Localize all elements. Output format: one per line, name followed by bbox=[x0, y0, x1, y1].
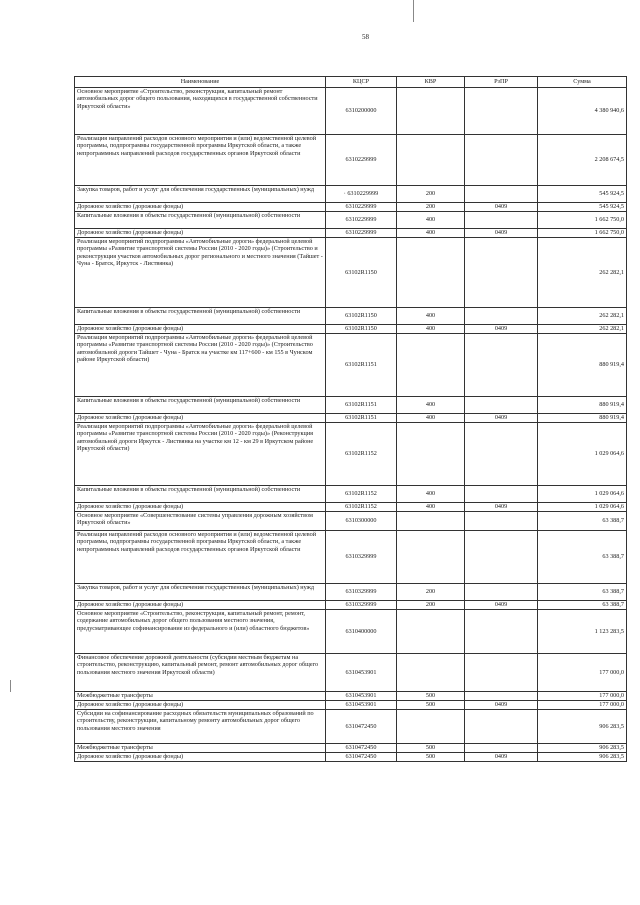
table-row bbox=[75, 512, 627, 531]
cell-kcsr: 6310400000 bbox=[326, 610, 397, 654]
cell-rzpr bbox=[465, 334, 538, 397]
cell-name: Основное мероприятие «Строительство, реконструкция, капитальный ремонт, ремонт, содержание автомобильных дорог общего пользования местного значения, предусматривающее софинансирование из федерального и (или) областного бюджетов» bbox=[75, 610, 326, 654]
cell-kcsr: 6310329999 bbox=[326, 601, 397, 610]
cell-kcsr: 6310329999 bbox=[326, 531, 397, 584]
cell-kvr: 400 bbox=[397, 229, 465, 238]
table-row bbox=[75, 654, 627, 692]
cell-sum: 177 000,0 bbox=[538, 701, 627, 710]
cell-rzpr bbox=[465, 423, 538, 486]
table-row bbox=[75, 203, 627, 212]
cell-kvr: 500 bbox=[397, 701, 465, 710]
cell-kcsr: 63102R1150 bbox=[326, 308, 397, 325]
cell-name: Основное мероприятие «Строительство, реконструкция, капитальный ремонт автомобильных дорог общего пользования, находящихся в государственной собственности Иркутской области» bbox=[75, 88, 326, 135]
cell-kvr bbox=[397, 710, 465, 744]
cell-name: Капитальные вложения в объекты государственной (муниципальной) собственности bbox=[75, 486, 326, 503]
cell-sum: 262 282,1 bbox=[538, 325, 627, 334]
header-name: Наименование bbox=[75, 77, 326, 88]
cell-sum: 2 208 674,5 bbox=[538, 135, 627, 186]
cell-rzpr: 0409 bbox=[465, 701, 538, 710]
cell-kcsr: 6310229999 bbox=[326, 135, 397, 186]
cell-sum: 177 000,0 bbox=[538, 654, 627, 692]
cell-kcsr: 6310329999 bbox=[326, 584, 397, 601]
cell-kvr bbox=[397, 654, 465, 692]
cell-kcsr: 63102R1151 bbox=[326, 397, 397, 414]
cell-kcsr: 6310453901 bbox=[326, 701, 397, 710]
cell-kvr bbox=[397, 135, 465, 186]
cell-kcsr: 6310200000 bbox=[326, 88, 397, 135]
cell-kcsr: · 6310229999 bbox=[326, 186, 397, 203]
cell-rzpr bbox=[465, 512, 538, 531]
cell-kvr: 400 bbox=[397, 414, 465, 423]
cell-name: Реализация мероприятий подпрограммы «Автомобильные дороги» федеральной целевой программы «Развитие транспортной системы России (2010 - 2020 годы)» (Строительство автомобильной дороги Тайшет - Чуна - Братск на участке км 117+600 - км 155 в Чунском районе Иркутской области) bbox=[75, 334, 326, 397]
margin-mark bbox=[10, 680, 11, 692]
cell-kcsr: 6310472450 bbox=[326, 753, 397, 762]
cell-name: Субсидии на софинансирование расходных обязательств муниципальных образований по строительству, реконструкции, капитальному ремонту автомобильных дорог общего пользования местного значения bbox=[75, 710, 326, 744]
cell-sum: 262 282,1 bbox=[538, 238, 627, 308]
cell-kvr: 500 bbox=[397, 692, 465, 701]
cell-rzpr bbox=[465, 692, 538, 701]
table-row bbox=[75, 531, 627, 584]
cell-sum: 545 924,5 bbox=[538, 186, 627, 203]
cell-kvr: 400 bbox=[397, 486, 465, 503]
table-row bbox=[75, 229, 627, 238]
cell-kvr bbox=[397, 334, 465, 397]
table-row bbox=[75, 334, 627, 397]
cell-kvr: 200 bbox=[397, 584, 465, 601]
cell-sum: 880 919,4 bbox=[538, 397, 627, 414]
cell-kvr bbox=[397, 512, 465, 531]
table-row bbox=[75, 701, 627, 710]
cell-kcsr: 63102R1152 bbox=[326, 503, 397, 512]
cell-rzpr: 0409 bbox=[465, 503, 538, 512]
cell-kvr bbox=[397, 88, 465, 135]
cell-rzpr bbox=[465, 486, 538, 503]
margin-mark bbox=[413, 0, 414, 22]
budget-table bbox=[74, 76, 627, 762]
cell-name: Закупка товаров, работ и услуг для обеспечения государственных (муниципальных) нужд bbox=[75, 186, 326, 203]
cell-sum: 1 123 283,5 bbox=[538, 610, 627, 654]
table-row bbox=[75, 486, 627, 503]
header-kcsr: КЦСР bbox=[326, 77, 397, 88]
header-rzpr: РзПР bbox=[465, 77, 538, 88]
cell-sum: 63 388,7 bbox=[538, 512, 627, 531]
cell-sum: 262 282,1 bbox=[538, 308, 627, 325]
cell-kvr bbox=[397, 423, 465, 486]
cell-sum: 1 029 064,6 bbox=[538, 486, 627, 503]
table-row bbox=[75, 325, 627, 334]
page-number: 58 bbox=[362, 33, 369, 41]
cell-kcsr: 6310229999 bbox=[326, 229, 397, 238]
cell-sum: 63 388,7 bbox=[538, 601, 627, 610]
table-row bbox=[75, 397, 627, 414]
cell-kcsr: 6310229999 bbox=[326, 203, 397, 212]
table-header-row bbox=[75, 77, 627, 88]
cell-name: Финансовое обеспечение дорожной деятельности (субсидии местным бюджетам на строительство, реконструкцию, капитальный ремонт, ремонт автомобильных дорог общего пользования местного значения Иркутской области) bbox=[75, 654, 326, 692]
cell-name: Реализация направлений расходов основного мероприятия и (или) ведомственной целевой программы, подпрограммы государственной программы Иркутской области, а также непрограммных направлений расходов государственных органов Иркутской области bbox=[75, 531, 326, 584]
cell-name: Дорожное хозяйство (дорожные фонды) bbox=[75, 203, 326, 212]
cell-kcsr: 6310229999 bbox=[326, 212, 397, 229]
cell-sum: 63 388,7 bbox=[538, 584, 627, 601]
cell-rzpr bbox=[465, 238, 538, 308]
cell-sum: 1 662 750,0 bbox=[538, 212, 627, 229]
cell-rzpr bbox=[465, 610, 538, 654]
cell-rzpr bbox=[465, 710, 538, 744]
cell-rzpr bbox=[465, 308, 538, 325]
cell-name: Дорожное хозяйство (дорожные фонды) bbox=[75, 701, 326, 710]
cell-name: Межбюджетные трансферты bbox=[75, 692, 326, 701]
cell-rzpr bbox=[465, 531, 538, 584]
cell-sum: 1 662 750,0 bbox=[538, 229, 627, 238]
table-row bbox=[75, 753, 627, 762]
cell-kvr: 400 bbox=[397, 325, 465, 334]
cell-name: Дорожное хозяйство (дорожные фонды) bbox=[75, 229, 326, 238]
cell-sum: 906 283,5 bbox=[538, 710, 627, 744]
header-kvr: КВР bbox=[397, 77, 465, 88]
table-row bbox=[75, 88, 627, 135]
cell-name: Капитальные вложения в объекты государственной (муниципальной) собственности bbox=[75, 308, 326, 325]
cell-rzpr bbox=[465, 654, 538, 692]
cell-kvr: 200 bbox=[397, 601, 465, 610]
cell-kcsr: 6310472450 bbox=[326, 710, 397, 744]
cell-name: Реализация мероприятий подпрограммы «Автомобильные дороги» федеральной целевой программы «Развитие транспортной системы России (2010 - 2020 годы)» (Реконструкция автомобильной дороги Иркутск - Листвянка на участке км 12 - км 29 в Иркутском районе Иркутской области) bbox=[75, 423, 326, 486]
cell-name: Дорожное хозяйство (дорожные фонды) bbox=[75, 503, 326, 512]
cell-sum: 1 029 064,6 bbox=[538, 503, 627, 512]
cell-name: Капитальные вложения в объекты государственной (муниципальной) собственности bbox=[75, 397, 326, 414]
cell-name: Закупка товаров, работ и услуг для обеспечения государственных (муниципальных) нужд bbox=[75, 584, 326, 601]
cell-sum: 880 919,4 bbox=[538, 414, 627, 423]
table-row bbox=[75, 308, 627, 325]
cell-rzpr: 0409 bbox=[465, 203, 538, 212]
cell-kcsr: 63102R1150 bbox=[326, 238, 397, 308]
table-row bbox=[75, 610, 627, 654]
table-row bbox=[75, 503, 627, 512]
cell-rzpr: 0409 bbox=[465, 601, 538, 610]
cell-name: Дорожное хозяйство (дорожные фонды) bbox=[75, 601, 326, 610]
cell-kvr: 400 bbox=[397, 397, 465, 414]
cell-name: Основное мероприятие «Совершенствование системы управления дорожным хозяйством Иркутской области» bbox=[75, 512, 326, 531]
cell-kvr: 400 bbox=[397, 212, 465, 229]
cell-rzpr bbox=[465, 88, 538, 135]
cell-sum: 63 388,7 bbox=[538, 531, 627, 584]
cell-kcsr: 63102R1150 bbox=[326, 325, 397, 334]
table-row bbox=[75, 414, 627, 423]
cell-name: Дорожное хозяйство (дорожные фонды) bbox=[75, 414, 326, 423]
cell-kvr: 200 bbox=[397, 203, 465, 212]
cell-kvr bbox=[397, 610, 465, 654]
cell-kcsr: 6310453901 bbox=[326, 692, 397, 701]
cell-rzpr bbox=[465, 212, 538, 229]
cell-sum: 906 283,5 bbox=[538, 753, 627, 762]
cell-name: Реализация направлений расходов основного мероприятия и (или) ведомственной целевой программы, подпрограммы государственной программы Иркутской области, а также непрограммных направлений расходов государственных органов Иркутской области bbox=[75, 135, 326, 186]
cell-kvr: 500 bbox=[397, 753, 465, 762]
cell-rzpr: 0409 bbox=[465, 229, 538, 238]
cell-sum: 4 380 940,6 bbox=[538, 88, 627, 135]
table-row bbox=[75, 601, 627, 610]
cell-rzpr bbox=[465, 397, 538, 414]
cell-rzpr bbox=[465, 135, 538, 186]
cell-name: Дорожное хозяйство (дорожные фонды) bbox=[75, 753, 326, 762]
cell-kcsr: 63102R1151 bbox=[326, 334, 397, 397]
cell-kcsr: 6310453901 bbox=[326, 654, 397, 692]
cell-name: Капитальные вложения в объекты государственной (муниципальной) собственности bbox=[75, 212, 326, 229]
cell-kvr: 400 bbox=[397, 308, 465, 325]
table-row bbox=[75, 710, 627, 744]
cell-kcsr: 6310472450 bbox=[326, 744, 397, 753]
cell-kvr: 200 bbox=[397, 186, 465, 203]
table-row bbox=[75, 423, 627, 486]
cell-kvr: 400 bbox=[397, 503, 465, 512]
cell-kcsr: 63102R1152 bbox=[326, 423, 397, 486]
table-row bbox=[75, 238, 627, 308]
cell-kvr: 500 bbox=[397, 744, 465, 753]
table-row bbox=[75, 186, 627, 203]
cell-rzpr bbox=[465, 744, 538, 753]
table-row bbox=[75, 212, 627, 229]
cell-kvr bbox=[397, 531, 465, 584]
cell-sum: 1 029 064,6 bbox=[538, 423, 627, 486]
cell-rzpr bbox=[465, 186, 538, 203]
cell-name: Дорожное хозяйство (дорожные фонды) bbox=[75, 325, 326, 334]
table-row bbox=[75, 584, 627, 601]
table-row bbox=[75, 744, 627, 753]
cell-kvr bbox=[397, 238, 465, 308]
cell-rzpr: 0409 bbox=[465, 325, 538, 334]
cell-rzpr: 0409 bbox=[465, 753, 538, 762]
cell-name: Реализация мероприятий подпрограммы «Автомобильные дороги» федеральной целевой программы «Развитие транспортной системы России (2010 - 2020 годы)» (Строительство и реконструкция участков автомобильных дорог регионального и местного значения (Тайшет - Чуна - Братск, Иркутск - Листвянка) bbox=[75, 238, 326, 308]
cell-rzpr bbox=[465, 584, 538, 601]
table-row bbox=[75, 135, 627, 186]
cell-sum: 880 919,4 bbox=[538, 334, 627, 397]
cell-name: Межбюджетные трансферты bbox=[75, 744, 326, 753]
cell-kcsr: 6310300000 bbox=[326, 512, 397, 531]
cell-sum: 906 283,5 bbox=[538, 744, 627, 753]
header-sum: Сумма bbox=[538, 77, 627, 88]
cell-kcsr: 63102R1151 bbox=[326, 414, 397, 423]
cell-sum: 545 924,5 bbox=[538, 203, 627, 212]
cell-rzpr: 0409 bbox=[465, 414, 538, 423]
table-row bbox=[75, 692, 627, 701]
cell-sum: 177 000,0 bbox=[538, 692, 627, 701]
cell-kcsr: 63102R1152 bbox=[326, 486, 397, 503]
